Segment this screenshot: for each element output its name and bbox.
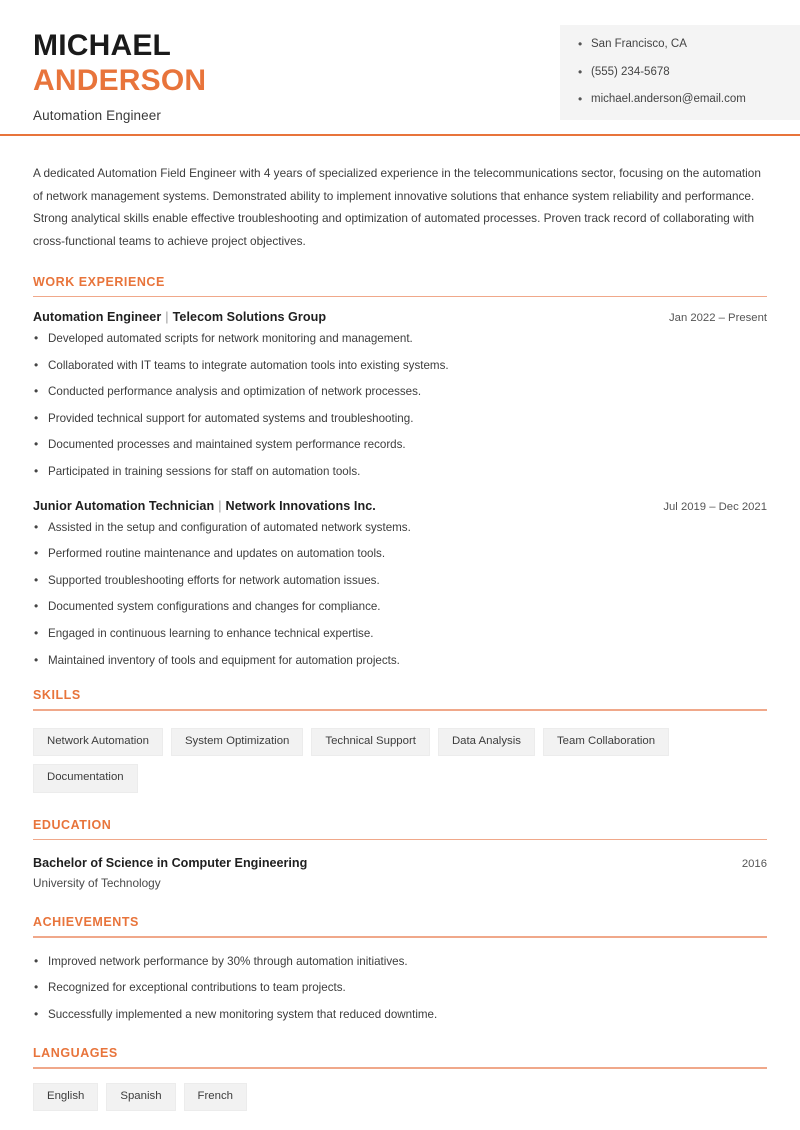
bullet-item: • Provided technical support for automated systems and troubleshooting. <box>33 413 767 425</box>
identity-block <box>0 0 206 123</box>
experience-role: Junior Automation Technician <box>33 498 215 513</box>
first-name: MICHAEL <box>33 29 172 62</box>
last-name: ANDERSON <box>33 64 207 98</box>
education-year: 2016 <box>741 858 767 870</box>
languages-tag-list <box>33 1082 767 1111</box>
bullet-item: • Supported troubleshooting efforts for network automation issues. <box>33 575 767 587</box>
header-divider <box>0 134 800 136</box>
section-skills <box>33 688 767 792</box>
section-title-education: EDUCATION <box>33 817 112 832</box>
education-institution: University of Technology <box>33 876 161 890</box>
section-languages <box>33 1046 767 1111</box>
bullet-item: • Recognized for exceptional contributions to team projects. <box>33 982 767 994</box>
experience-entry <box>33 310 767 478</box>
section-divider <box>33 709 767 711</box>
language-tag: French <box>184 1083 247 1111</box>
professional-title: Automation Engineer <box>33 107 161 123</box>
section-divider <box>33 936 767 938</box>
section-title-work-experience: WORK EXPERIENCE <box>33 274 165 289</box>
skill-tag: Team Collaboration <box>543 728 669 756</box>
bullet-item: • Assisted in the setup and configuration of automated network systems. <box>33 522 767 534</box>
section-education <box>33 818 767 891</box>
skill-tag: Technical Support <box>311 728 430 756</box>
experience-company: Telecom Solutions Group <box>172 310 327 325</box>
language-tag: Spanish <box>106 1083 175 1111</box>
experience-bullets <box>33 522 767 667</box>
contact-location: • San Francisco, CA <box>578 39 784 51</box>
section-work-experience <box>33 275 767 667</box>
contact-email[interactable]: • michael.anderson@email.com <box>578 94 784 106</box>
bullet-item: • Participated in training sessions for staff on automation tools. <box>33 466 767 478</box>
skill-tag: System Optimization <box>171 728 303 756</box>
section-title-languages: LANGUAGES <box>33 1046 118 1061</box>
bullet-item: • Maintained inventory of tools and equipment for automation projects. <box>33 655 767 667</box>
education-degree: Bachelor of Science in Computer Engineering <box>33 856 308 870</box>
title-separator: | <box>165 310 169 325</box>
title-separator: | <box>218 498 222 513</box>
contact-phone[interactable]: • (555) 234-5678 <box>578 67 784 79</box>
skill-tag: Network Automation <box>33 728 163 756</box>
resume-header <box>0 0 800 136</box>
section-divider <box>33 839 767 841</box>
experience-bullets <box>33 333 767 478</box>
experience-company: Network Innovations Inc. <box>225 498 376 513</box>
experience-heading <box>33 499 376 513</box>
section-title-achievements: ACHIEVEMENTS <box>33 915 139 929</box>
bullet-item: • Collaborated with IT teams to integrate automation tools into existing systems. <box>33 360 767 372</box>
bullet-item: • Documented system configurations and changes for compliance. <box>33 601 767 613</box>
bullet-item: • Engaged in continuous learning to enhance technical expertise. <box>33 628 767 640</box>
contact-list <box>578 39 784 106</box>
experience-date: Jul 2019 – Dec 2021 <box>663 500 767 513</box>
language-tag: English <box>33 1083 98 1111</box>
bullet-item: • Conducted performance analysis and optimization of network processes. <box>33 386 767 398</box>
experience-role: Automation Engineer <box>33 310 162 325</box>
experience-entry <box>33 499 767 667</box>
skills-tag-list <box>33 727 767 793</box>
professional-summary: A dedicated Automation Field Engineer with 4 years of specialized experience in the telecommunications sector, focusing on the automation of network management systems. Demonstrated ability to implement innovative solutions that enhance system reliability and performance. Strong analytical skills enable effective troubleshooting and optimization of automated processes. Proven track record of collaborating with cross-functional teams to achieve project objectives. <box>33 166 761 248</box>
experience-date: Jan 2022 – Present <box>669 312 767 325</box>
experience-heading <box>33 310 326 324</box>
section-divider <box>33 1067 767 1069</box>
achievements-list <box>33 956 767 1021</box>
bullet-item: • Performed routine maintenance and updates on automation tools. <box>33 548 767 560</box>
skill-tag: Data Analysis <box>438 728 535 756</box>
resume-content <box>0 162 800 1111</box>
section-achievements <box>33 915 767 1020</box>
full-name <box>33 28 206 99</box>
bullet-item: • Improved network performance by 30% through automation initiatives. <box>33 956 767 968</box>
contact-info-box <box>560 25 800 120</box>
skill-tag: Documentation <box>33 764 138 792</box>
section-title-skills: SKILLS <box>33 688 81 703</box>
bullet-item: • Successfully implemented a new monitoring system that reduced downtime. <box>33 1009 767 1021</box>
bullet-item: • Developed automated scripts for network monitoring and management. <box>33 333 767 345</box>
bullet-item: • Documented processes and maintained system performance records. <box>33 439 767 451</box>
section-divider <box>33 296 767 298</box>
